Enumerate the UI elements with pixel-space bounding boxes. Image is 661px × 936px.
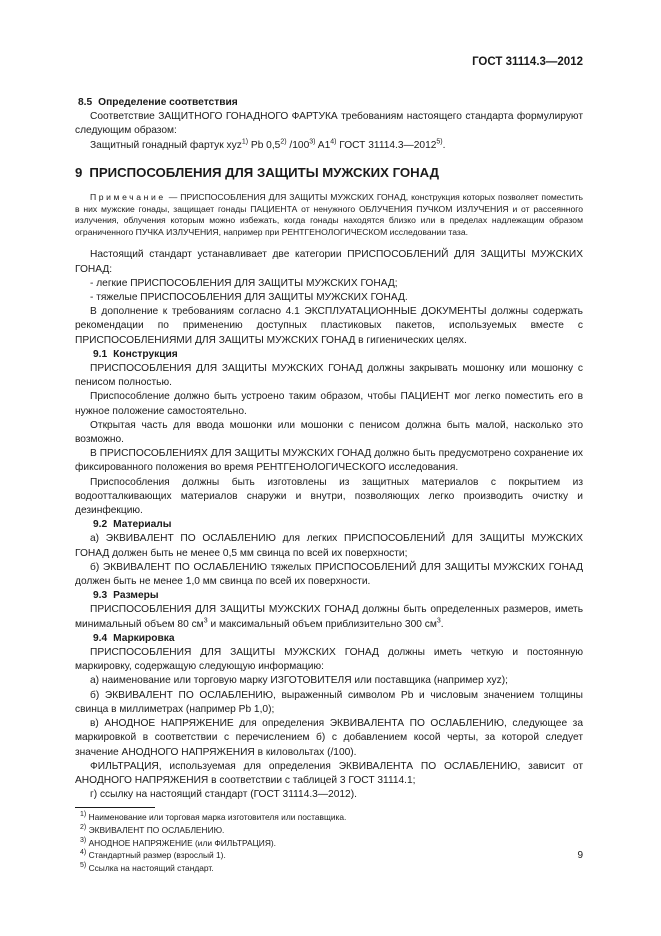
marking-example: Защитный гонадный фартук xyz$^{1)}$ Pb 0,5$^{2)}$ /100$^{3)}$ A1$^{4)}$ ГОСТ 31114.3—2012$^{5)}$.: [90, 138, 446, 151]
section-9-1-paragraph: ПРИСПОСОБЛЕНИЯ ДЛЯ ЗАЩИТЫ МУЖСКИХ ГОНАД должны закрывать мошонку или мошонку с пенисом полностью.: [75, 363, 583, 389]
section-9-4-item-d: г) ссылку на настоящий стандарт (ГОСТ 31114.3—2012).: [90, 789, 357, 801]
section-9-note: Примечание — ПРИСПОСОБЛЕНИЯ ДЛЯ ЗАЩИТЫ МУЖСКИХ ГОНАД, конструкция которых позволяет поместить в них мужские гонады, защищает гонады ПАЦИЕНТА от ненужного ОБЛУЧЕНИЯ ПУЧКОМ ИЗЛУЧЕНИЯ и от рассеянного излучения, облучения которым можно избежать, когда гонады находятся близко или в пределах надлежащим образом ограниченного ПУЧКА ИЗЛУЧЕНИЯ, например при РЕНТГЕНОЛОГИЧЕСКОМ исследовании таза.: [75, 192, 583, 237]
document-header: ГОСТ 31114.3—2012: [472, 56, 583, 68]
section-9-2-item-b: б) ЭКВИВАЛЕНТ ПО ОСЛАБЛЕНИЮ тяжелых ПРИСПОСОБЛЕНИЙ ДЛЯ ЗАЩИТЫ МУЖСКИХ ГОНАД должен быть не менее 1,0 мм свинца по всей их поверхности.: [75, 561, 583, 588]
section-9-4-item-b: б) ЭКВИВАЛЕНТ ПО ОСЛАБЛЕНИЮ, выраженный символом Pb и числовым значением толщины свинца в миллиметрах (например Pb 1,0);: [75, 689, 583, 715]
footnote: $^{1)}$ Наименование или торговая марка изготовителя или поставщика.: [80, 811, 347, 823]
section-9-2-item-a: а) ЭКВИВАЛЕНТ ПО ОСЛАБЛЕНИЮ для легких ПРИСПОСОБЛЕНИЙ ДЛЯ ЗАЩИТЫ МУЖСКИХ ГОНАД должен быть не менее 0,5 мм свинца по всей их поверхности;: [75, 533, 583, 559]
section-8-5-heading: 8.5 Определение соответствия: [78, 97, 238, 108]
section-9-1-paragraph: В ПРИСПОСОБЛЕНИЯХ ДЛЯ ЗАЩИТЫ МУЖСКИХ ГОНАД должно быть предусмотрено сохранение их фиксированного положения во время РЕНТГЕНОЛОГИЧЕСКОГО исследования.: [75, 448, 583, 474]
section-9-4-filtration: ФИЛЬТРАЦИЯ, используемая для определения ЭКВИВАЛЕНТА ПО ОСЛАБЛЕНИЮ, зависит от АНОДНОГО НАПРЯЖЕНИЯ в соответствии с таблицей 3 ГОСТ 31114.1;: [75, 760, 583, 786]
footnote: $^{2)}$ ЭКВИВАЛЕНТ ПО ОСЛАБЛЕНИЮ.: [80, 824, 225, 835]
section-9-4-heading: 9.4 Маркировка: [93, 632, 175, 644]
section-9-1-paragraph: Открытая часть для ввода мошонки или мошонки с пенисом должна быть малой, насколько это возможно.: [75, 419, 583, 446]
category-item-light: - легкие ПРИСПОСОБЛЕНИЯ ДЛЯ ЗАЩИТЫ МУЖСКИХ ГОНАД;: [90, 277, 398, 289]
section-9-1-heading: 9.1 Конструкция: [93, 348, 178, 360]
footnote: $^{5)}$ Ссылка на настоящий стандарт.: [80, 861, 214, 873]
section-9-4-item-c: в) АНОДНОЕ НАПРЯЖЕНИЕ для определения ЭКВИВАЛЕНТА ПО ОСЛАБЛЕНИЮ, следующее за маркировкой в соответствии с перечислением б) с добавлением косой черты, за которой следует значение АНОДНОГО НАПРЯЖЕНИЯ в киловольтах (/100).: [75, 718, 583, 758]
section-9-heading: 9 ПРИСПОСОБЛЕНИЯ ДЛЯ ЗАЩИТЫ МУЖСКИХ ГОНАД: [75, 164, 440, 180]
footnote: $^{4)}$ Стандартный размер (взрослый 1).: [80, 849, 226, 861]
section-9-3-heading: 9.3 Размеры: [93, 590, 159, 602]
section-9-addition: В дополнение к требованиям согласно 4.1 ЭКСПЛУАТАЦИОННЫЕ ДОКУМЕНТЫ должны содержать рекомендации по применению доступных пластиковых пакетов, используемых вместе с ПРИСПОСОБЛЕНИЯМИ ДЛЯ ЗАЩИТЫ МУЖСКИХ ГОНАД в гигиенических целях.: [75, 306, 583, 346]
section-9-intro: Настоящий стандарт устанавливает две категории ПРИСПОСОБЛЕНИЙ ДЛЯ ЗАЩИТЫ МУЖСКИХ ГОНАД:: [75, 249, 583, 275]
footnote: $^{3)}$ АНОДНОЕ НАПРЯЖЕНИЕ (или ФИЛЬТРАЦИЯ).: [80, 836, 276, 848]
page-number: 9: [577, 850, 583, 861]
category-item-heavy: - тяжелые ПРИСПОСОБЛЕНИЯ ДЛЯ ЗАЩИТЫ МУЖСКИХ ГОНАД.: [90, 292, 408, 303]
section-9-1-paragraph: Приспособление должно быть устроено таким образом, чтобы ПАЦИЕНТ мог легко поместить его в нужное положение самостоятельно.: [75, 391, 583, 417]
section-9-1-paragraph: Приспособления должны быть изготовлены из защитных материалов с покрытием из водоотталкивающих материалов снаружи и внутри, позволяющих легко производить очистку и дезинфекцию.: [75, 476, 583, 517]
section-8-5-paragraph: Соответствие ЗАЩИТНОГО ГОНАДНОГО ФАРТУКА требованиям настоящего стандарта формулируют следующим образом:: [75, 111, 583, 137]
section-9-3-paragraph: ПРИСПОСОБЛЕНИЯ ДЛЯ ЗАЩИТЫ МУЖСКИХ ГОНАД должны быть определенных размеров, иметь минимальный объем 80 $см^3$ и максимальный объем приблизительно 300 $см^3$.: [75, 604, 583, 630]
section-9-4-item-a: а) наименование или торговую марку ИЗГОТОВИТЕЛЯ или поставщика (например xyz);: [90, 675, 508, 687]
footnote-divider: [75, 807, 155, 808]
section-9-2-heading: 9.2 Материалы: [93, 519, 172, 531]
page-content: [75, 96, 583, 874]
section-9-4-paragraph: ПРИСПОСОБЛЕНИЯ ДЛЯ ЗАЩИТЫ МУЖСКИХ ГОНАД должны иметь четкую и постоянную маркировку, содержащую следующую информацию:: [75, 647, 583, 673]
